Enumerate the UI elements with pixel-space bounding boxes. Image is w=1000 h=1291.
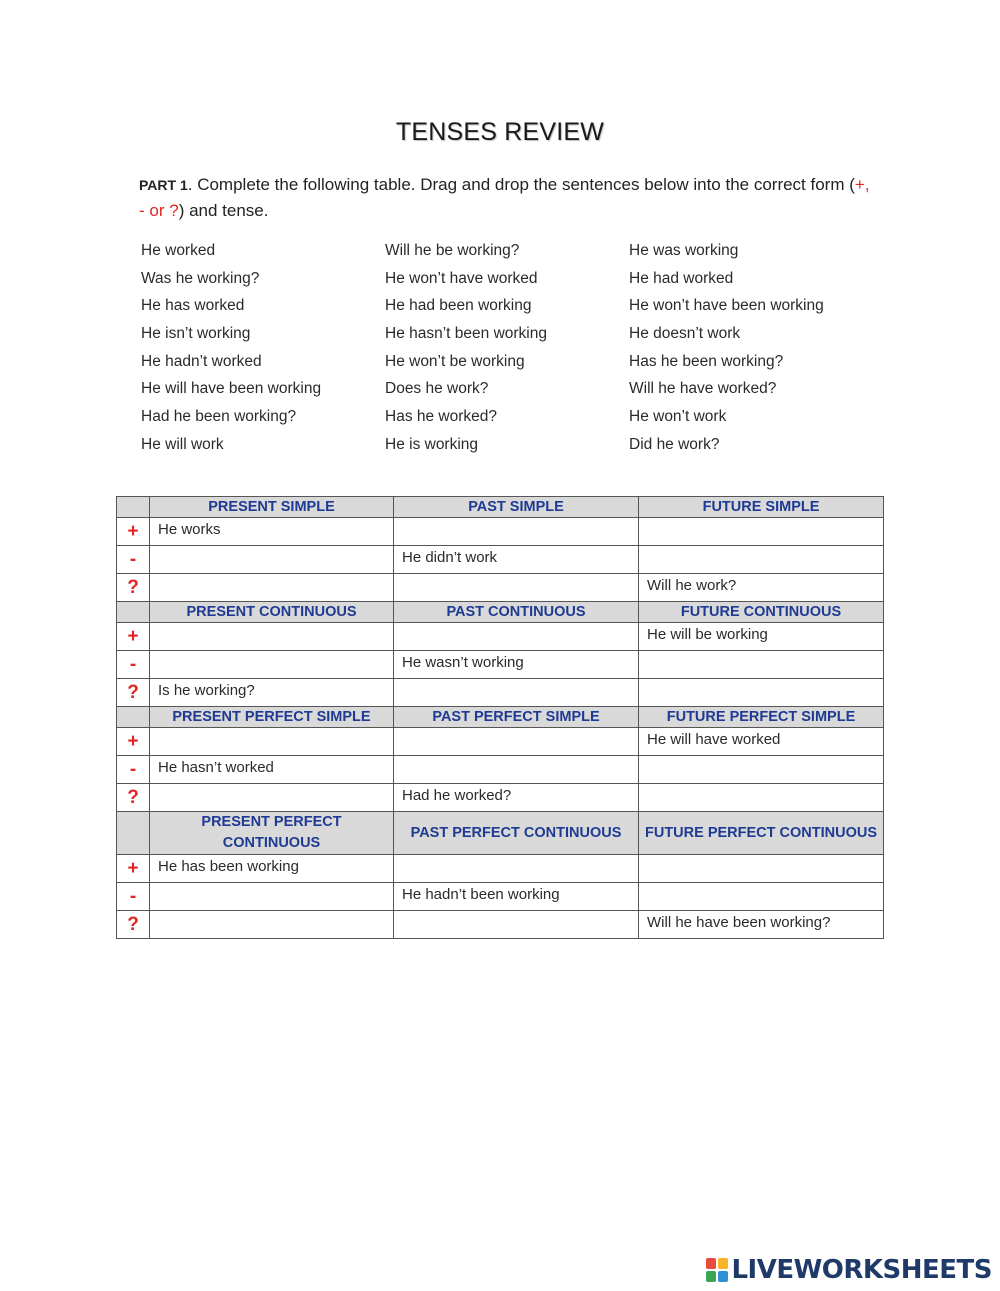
answer-drop-zone[interactable]	[150, 728, 394, 756]
answer-drop-zone[interactable]	[150, 651, 394, 679]
answer-drop-zone[interactable]	[150, 784, 394, 812]
cell-text: Will he have been working?	[647, 913, 831, 931]
tense-header: PRESENT SIMPLE	[150, 497, 394, 518]
sign-minus: -	[117, 546, 150, 574]
header-corner	[117, 602, 150, 623]
draggable-sentence[interactable]: He will have been working	[141, 380, 322, 398]
instructions	[139, 172, 879, 224]
answer-drop-zone[interactable]	[394, 911, 639, 939]
tense-header-row	[117, 602, 884, 623]
answer-drop-zone[interactable]	[394, 855, 639, 883]
liveworksheets-logo	[706, 1254, 992, 1286]
sign-plus: +	[117, 518, 150, 546]
header-corner	[117, 497, 150, 518]
logo-square	[706, 1258, 716, 1269]
table-row	[117, 679, 884, 707]
tense-header-row	[117, 707, 884, 728]
cell-text: Had he worked?	[402, 786, 512, 804]
table-row	[117, 883, 884, 911]
tense-header-row	[117, 497, 884, 518]
header-corner	[117, 812, 150, 855]
answer-cell-filled	[394, 784, 639, 812]
form-symbols: +, - or ?	[139, 175, 870, 220]
tense-header: PRESENT CONTINUOUS	[150, 602, 394, 623]
table-row	[117, 651, 884, 679]
tense-header: PAST CONTINUOUS	[394, 602, 639, 623]
draggable-sentence[interactable]: He doesn’t work	[629, 325, 741, 343]
draggable-sentence[interactable]: Will he be working?	[385, 242, 520, 259]
cell-text: He works	[158, 520, 221, 538]
answer-drop-zone[interactable]	[394, 679, 639, 707]
table-row	[117, 623, 884, 651]
draggable-sentence[interactable]: He won’t have worked	[385, 269, 538, 287]
draggable-sentence[interactable]: He hadn’t worked	[141, 352, 262, 370]
instructions-text-b: ) and tense.	[178, 201, 269, 220]
draggable-sentence[interactable]: Was he working?	[141, 269, 260, 287]
draggable-sentence[interactable]: He has worked	[141, 297, 245, 315]
tense-header: PAST SIMPLE	[394, 497, 639, 518]
answer-cell-filled	[639, 623, 884, 651]
draggable-sentence[interactable]: He was working	[629, 242, 739, 259]
draggable-sentence[interactable]: He worked	[141, 242, 216, 259]
answer-drop-zone[interactable]	[150, 546, 394, 574]
brand-name: LIVEWORKSHEETS	[731, 1255, 992, 1285]
cell-text: He hadn’t been working	[402, 885, 560, 903]
draggable-sentence[interactable]: Has he been working?	[629, 352, 784, 370]
answer-drop-zone[interactable]	[639, 883, 884, 911]
tense-header-row	[117, 812, 884, 855]
answer-drop-zone[interactable]	[639, 855, 884, 883]
cell-text: He will have worked	[647, 730, 781, 748]
draggable-sentence[interactable]: Does he work?	[385, 380, 489, 398]
table-row	[117, 728, 884, 756]
cell-text: He will be working	[647, 625, 768, 643]
answer-cell-filled	[394, 883, 639, 911]
tense-header: PRESENT PERFECT CONTINUOUS	[150, 812, 394, 855]
table-row	[117, 784, 884, 812]
table-row	[117, 546, 884, 574]
draggable-sentence[interactable]: He had been working	[385, 297, 532, 315]
cell-text: He has been working	[158, 857, 299, 875]
word-bank	[141, 237, 881, 459]
tense-header: PRESENT PERFECT SIMPLE	[150, 707, 394, 728]
answer-cell-filled	[639, 574, 884, 602]
logo-square	[706, 1271, 716, 1282]
draggable-sentence[interactable]: He won’t be working	[385, 352, 525, 370]
cell-text: He didn’t work	[402, 548, 498, 566]
header-corner	[117, 707, 150, 728]
draggable-sentence[interactable]: He won’t have been working	[629, 297, 824, 315]
part-label: PART 1	[139, 177, 188, 193]
table-row	[117, 518, 884, 546]
instructions-text-a: . Complete the following table. Drag and drop the sentences below into the correct form (	[187, 175, 855, 194]
sign-minus: -	[117, 756, 150, 784]
answer-drop-zone[interactable]	[394, 756, 639, 784]
sign-plus: +	[117, 855, 150, 883]
answer-cell-filled	[394, 651, 639, 679]
answer-cell-filled	[639, 911, 884, 939]
answer-drop-zone[interactable]	[394, 518, 639, 546]
draggable-sentence[interactable]: Did he work?	[629, 435, 720, 453]
sign-minus: -	[117, 651, 150, 679]
draggable-sentence[interactable]: He won’t work	[629, 408, 727, 426]
page-title: TENSES REVIEW	[395, 118, 605, 146]
cell-text: He hasn’t worked	[158, 758, 274, 776]
table-row	[117, 574, 884, 602]
logo-square	[718, 1258, 728, 1269]
draggable-sentence[interactable]: He had worked	[629, 269, 734, 287]
answer-drop-zone[interactable]	[639, 546, 884, 574]
tenses-table	[116, 496, 884, 939]
answer-cell-filled	[394, 546, 639, 574]
sign-plus: +	[117, 623, 150, 651]
answer-cell-filled	[150, 756, 394, 784]
answer-drop-zone[interactable]	[150, 623, 394, 651]
draggable-sentence[interactable]: Will he have worked?	[629, 380, 777, 398]
cell-text: Is he working?	[158, 681, 255, 699]
sign-plus: +	[117, 728, 150, 756]
liveworksheets-mark-icon	[706, 1258, 728, 1282]
answer-cell-filled	[150, 518, 394, 546]
draggable-sentence[interactable]: He isn’t working	[141, 325, 251, 343]
sign-question: ?	[117, 679, 150, 707]
sign-question: ?	[117, 911, 150, 939]
tense-header: FUTURE SIMPLE	[639, 497, 884, 518]
answer-cell-filled	[150, 855, 394, 883]
answer-drop-zone[interactable]	[639, 756, 884, 784]
logo-square	[718, 1271, 728, 1282]
sign-question: ?	[117, 784, 150, 812]
answer-cell-filled	[639, 728, 884, 756]
tense-header: FUTURE PERFECT SIMPLE	[639, 707, 884, 728]
draggable-sentence[interactable]: He hasn’t been working	[385, 325, 547, 343]
draggable-sentence[interactable]: He is working	[385, 435, 479, 453]
cell-text: Will he work?	[647, 576, 737, 594]
draggable-sentence[interactable]: Had he been working?	[141, 408, 297, 426]
answer-drop-zone[interactable]	[639, 518, 884, 546]
draggable-sentence[interactable]: He will work	[141, 435, 224, 453]
answer-drop-zone[interactable]	[394, 728, 639, 756]
answer-drop-zone[interactable]	[394, 574, 639, 602]
answer-drop-zone[interactable]	[639, 651, 884, 679]
sign-question: ?	[117, 574, 150, 602]
tense-header: PAST PERFECT SIMPLE	[394, 707, 639, 728]
answer-drop-zone[interactable]	[150, 574, 394, 602]
tense-header: FUTURE PERFECT CONTINUOUS	[639, 812, 884, 855]
sign-minus: -	[117, 883, 150, 911]
answer-drop-zone[interactable]	[150, 883, 394, 911]
answer-drop-zone[interactable]	[394, 623, 639, 651]
table-row	[117, 855, 884, 883]
cell-text: He wasn’t working	[402, 653, 524, 671]
table-row	[117, 911, 884, 939]
tense-header: FUTURE CONTINUOUS	[639, 602, 884, 623]
draggable-sentence[interactable]: Has he worked?	[385, 408, 498, 426]
answer-drop-zone[interactable]	[150, 911, 394, 939]
tense-header: PAST PERFECT CONTINUOUS	[394, 812, 639, 855]
answer-drop-zone[interactable]	[639, 784, 884, 812]
answer-cell-filled	[150, 679, 394, 707]
answer-drop-zone[interactable]	[639, 679, 884, 707]
table-row	[117, 756, 884, 784]
